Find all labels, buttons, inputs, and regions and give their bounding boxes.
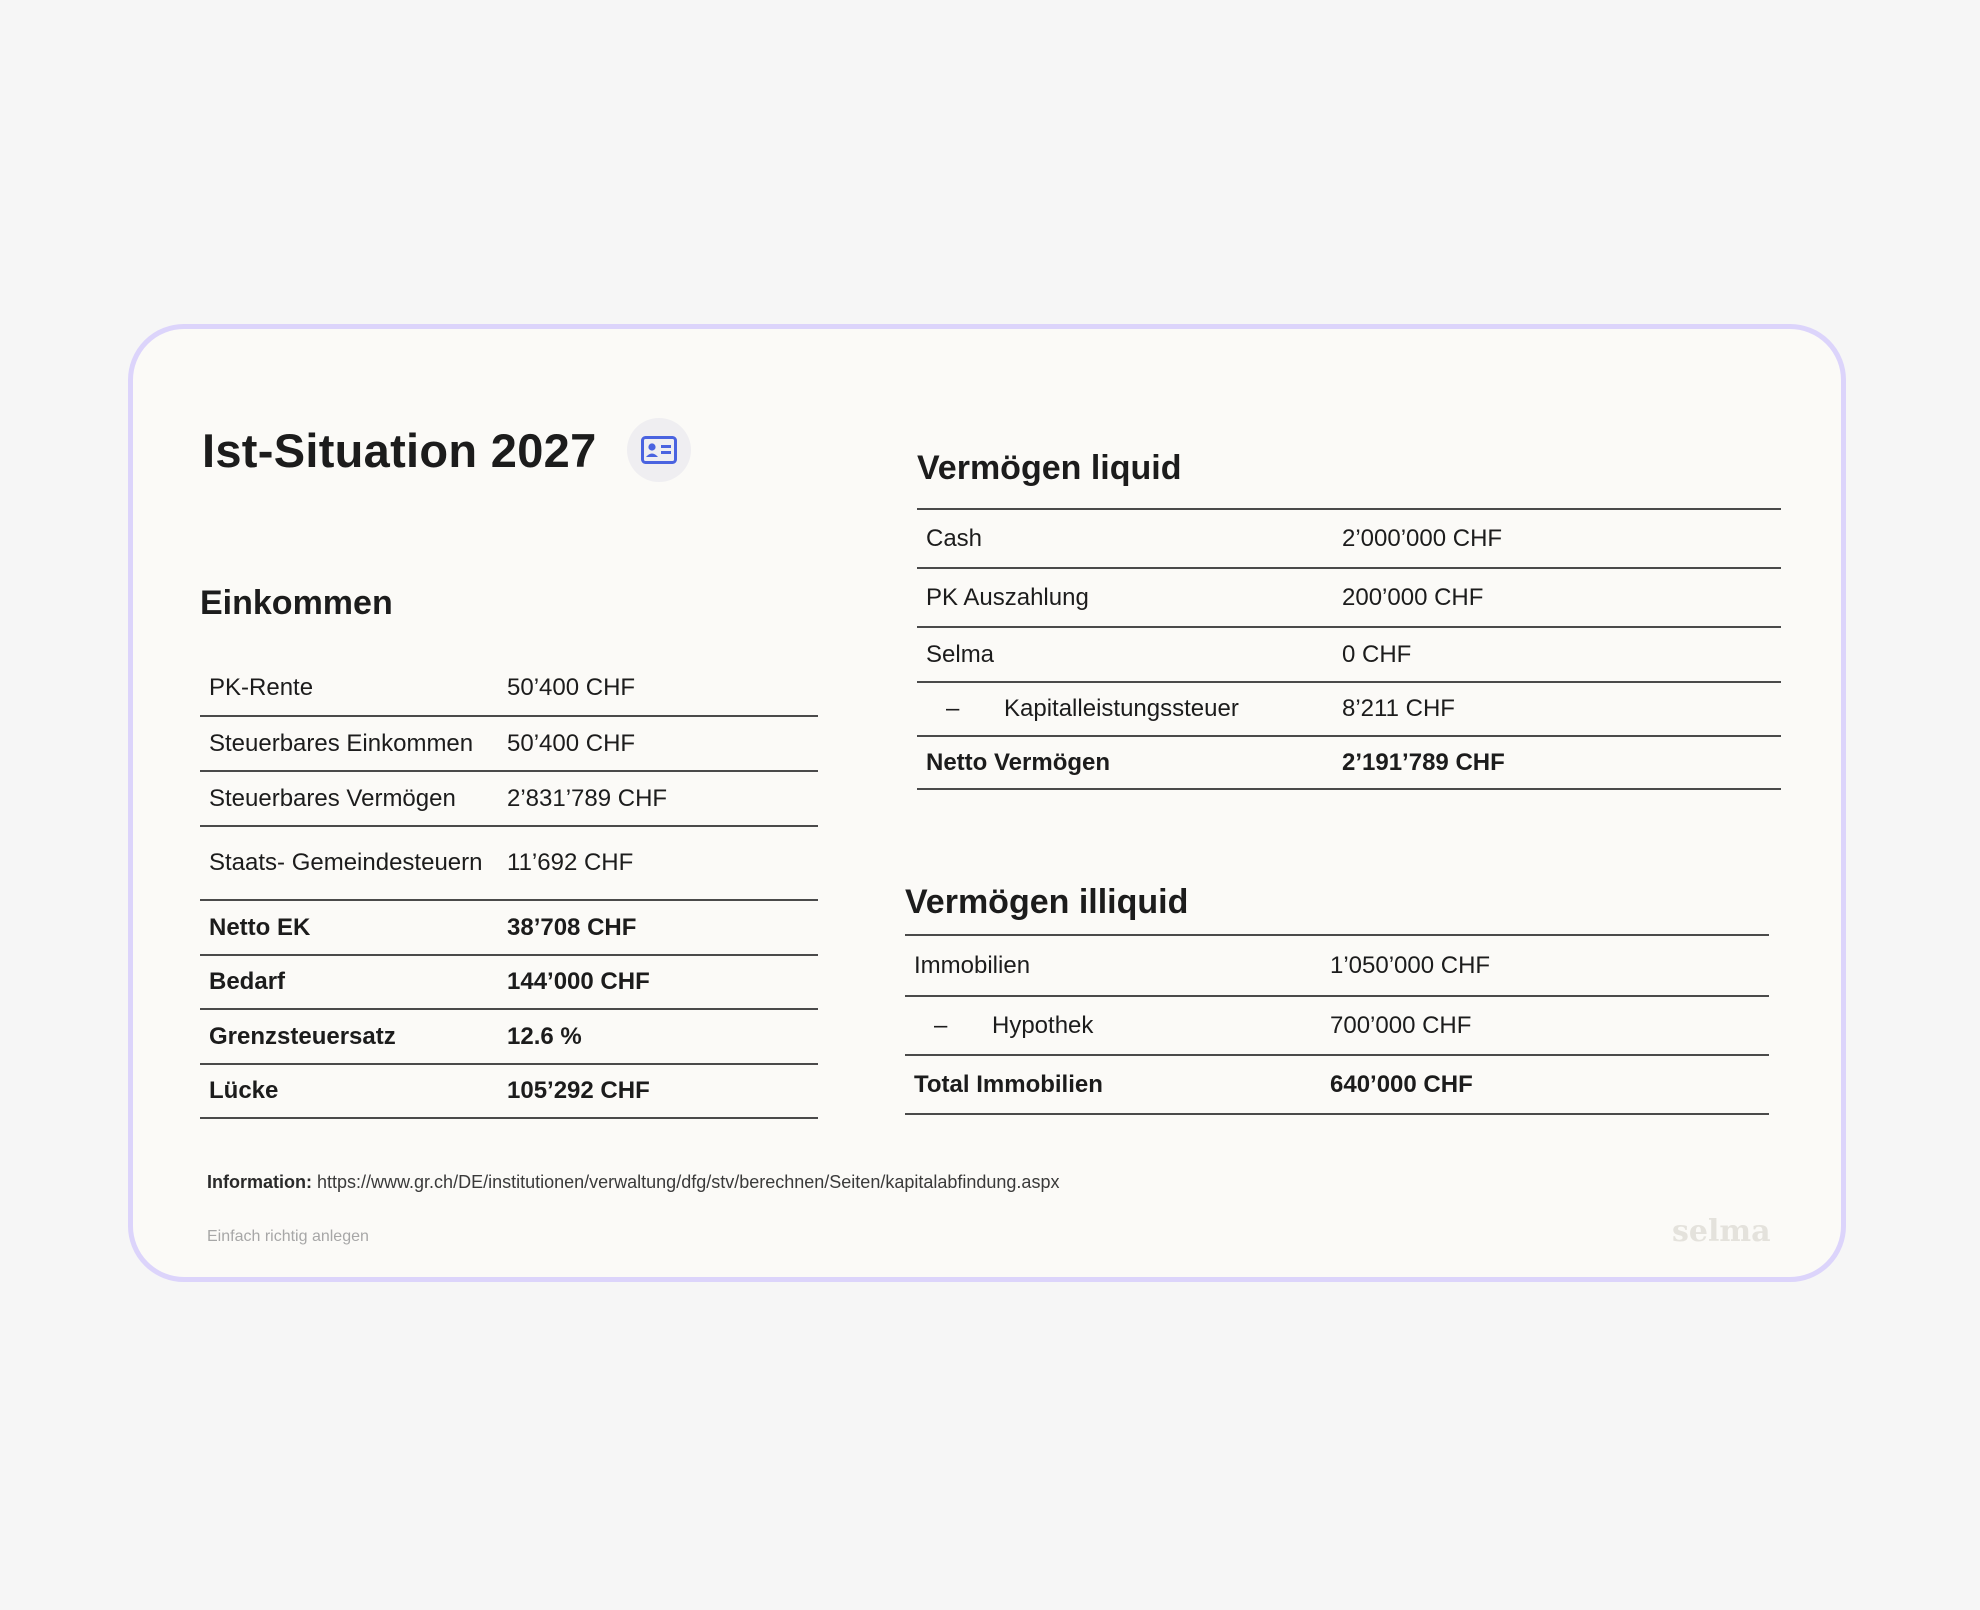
row-value: 640’000 CHF bbox=[1330, 1070, 1473, 1098]
row-value: 50’400 CHF bbox=[507, 729, 636, 757]
information-label: Information: bbox=[207, 1172, 312, 1192]
table-row bbox=[905, 935, 1769, 996]
row-label: Total Immobilien bbox=[914, 1070, 1103, 1098]
row-label: Steuerbares Einkommen bbox=[209, 729, 474, 757]
row-label: Selma bbox=[926, 640, 995, 668]
row-label bbox=[905, 996, 1321, 1055]
row-label: Bedarf bbox=[209, 968, 286, 995]
vermoegen-illiquid-table bbox=[905, 934, 1769, 1115]
table-row bbox=[200, 955, 818, 1009]
table-row bbox=[200, 771, 818, 826]
row-value: 50’400 CHF bbox=[507, 673, 636, 701]
information-line bbox=[207, 1172, 1059, 1193]
row-label: Steuerbares Vermögen bbox=[209, 784, 456, 812]
row-label: PK-Rente bbox=[209, 673, 314, 701]
row-label: Cash bbox=[926, 524, 983, 552]
row-value: 105’292 CHF bbox=[507, 1077, 650, 1104]
row-value: 0 CHF bbox=[1342, 640, 1412, 668]
row-label: PK Auszahlung bbox=[926, 583, 1089, 611]
minus-prefix: – bbox=[946, 695, 960, 722]
brand-logo: selma bbox=[1672, 1214, 1771, 1249]
table-row bbox=[200, 660, 818, 716]
row-value: 12.6 % bbox=[507, 1022, 582, 1050]
row-value: 200’000 CHF bbox=[1342, 583, 1484, 611]
table-row bbox=[200, 1009, 818, 1064]
table-row bbox=[200, 826, 818, 900]
table-row bbox=[905, 996, 1769, 1055]
vermoegen-liquid-table bbox=[917, 508, 1781, 790]
row-value: 11’692 CHF bbox=[507, 849, 634, 876]
table-row bbox=[917, 627, 1781, 682]
row-label: Lücke bbox=[209, 1077, 279, 1104]
einkommen-title: Einkommen bbox=[200, 584, 393, 622]
row-value: 2’831’789 CHF bbox=[507, 784, 668, 812]
minus-prefix: – bbox=[934, 1011, 948, 1039]
row-value: 144’000 CHF bbox=[507, 968, 650, 995]
row-value: 1’050’000 CHF bbox=[1330, 951, 1491, 979]
row-label bbox=[917, 682, 1333, 736]
contact-card-icon[interactable] bbox=[627, 418, 691, 482]
title-row bbox=[202, 418, 691, 482]
row-label-text: Hypothek bbox=[992, 1011, 1094, 1039]
row-value: 700’000 CHF bbox=[1330, 1011, 1472, 1039]
information-link[interactable]: https://www.gr.ch/DE/institutionen/verwaltung/dfg/stv/berechnen/Seiten/kapitalabfindung.aspx bbox=[317, 1172, 1060, 1192]
row-label: Immobilien bbox=[914, 951, 1031, 979]
row-label: Netto Vermögen bbox=[926, 748, 1111, 776]
einkommen-table bbox=[200, 660, 818, 1119]
page-title: Ist-Situation 2027 bbox=[202, 423, 597, 477]
table-row bbox=[917, 736, 1781, 789]
vermoegen-illiquid-title: Vermögen illiquid bbox=[905, 883, 1189, 921]
row-value: 38’708 CHF bbox=[507, 913, 637, 941]
row-label: Grenzsteuersatz bbox=[209, 1022, 396, 1050]
row-label: Netto EK bbox=[209, 913, 311, 941]
row-value: 2’000’000 CHF bbox=[1342, 524, 1503, 552]
vermoegen-liquid-title: Vermögen liquid bbox=[917, 449, 1182, 487]
table-row bbox=[917, 509, 1781, 568]
row-value: 8’211 CHF bbox=[1342, 695, 1455, 722]
table-row bbox=[200, 1064, 818, 1118]
table-row bbox=[917, 568, 1781, 627]
row-label: Staats- Gemeindesteuern bbox=[209, 849, 483, 876]
row-label-text: Kapitalleistungssteuer bbox=[1004, 695, 1239, 722]
tagline: Einfach richtig anlegen bbox=[207, 1228, 369, 1245]
row-value: 2’191’789 CHF bbox=[1342, 748, 1505, 776]
table-row bbox=[917, 682, 1781, 736]
table-row bbox=[200, 716, 818, 771]
table-row bbox=[905, 1055, 1769, 1114]
table-row bbox=[200, 900, 818, 955]
